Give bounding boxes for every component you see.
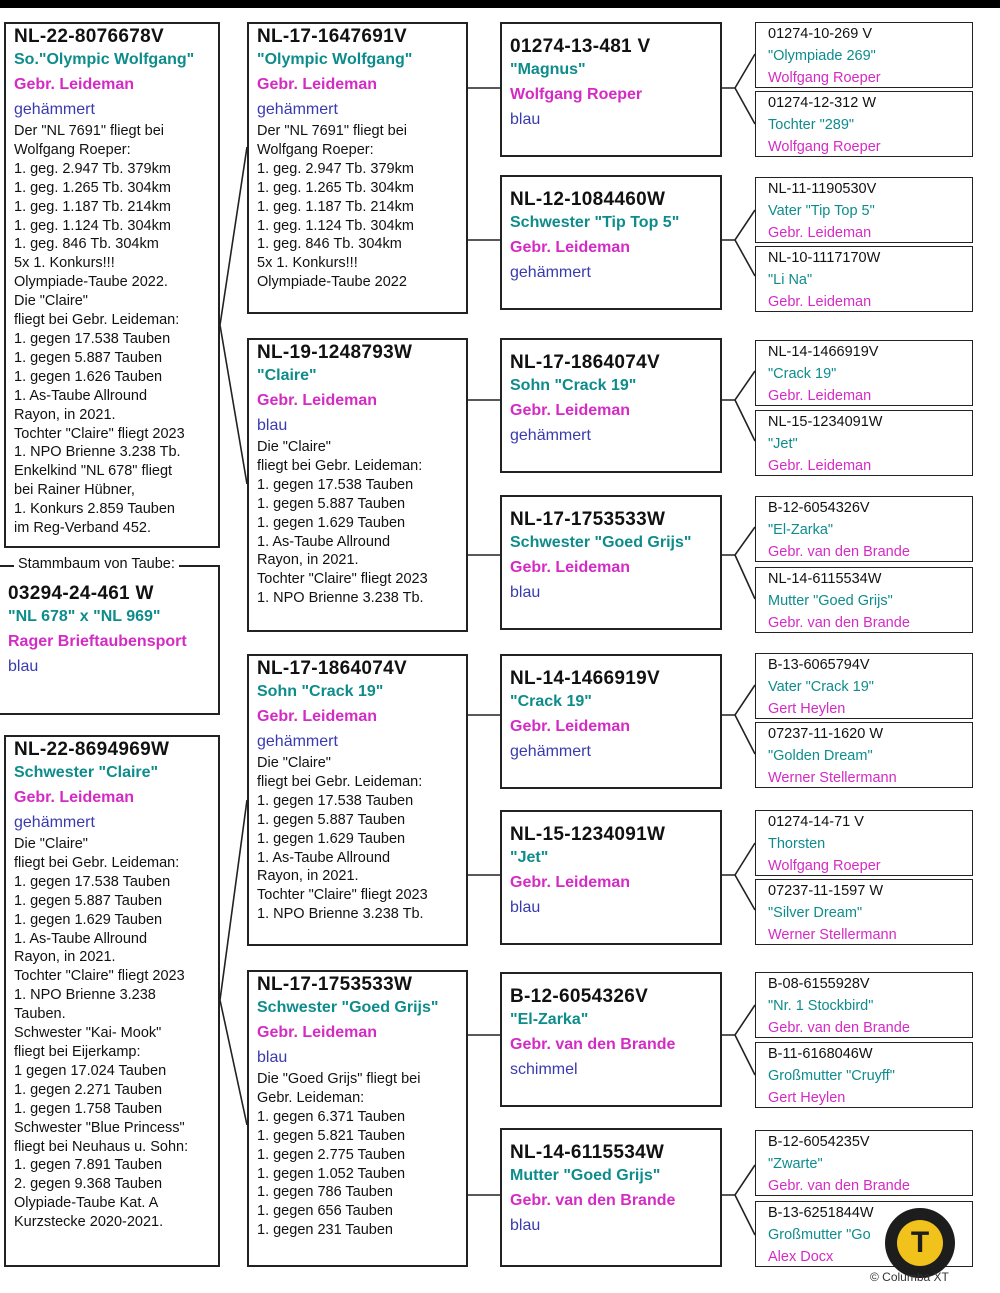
gen3-card[interactable] <box>500 338 722 473</box>
gen4-name: "Olympiade 269" <box>768 48 876 64</box>
gen4-breeder: Werner Stellermann <box>768 927 897 943</box>
gen4-id: NL-14-6115534W <box>768 571 882 587</box>
gen2-card[interactable] <box>247 654 468 946</box>
gen4-name: "Jet" <box>768 436 798 452</box>
gen4-breeder: Alex Docx <box>768 1249 834 1265</box>
gen2-color: gehämmert <box>257 733 338 750</box>
gen4-breeder: Wolfgang Roeper <box>768 139 881 155</box>
gen3-id: 01274-13-481 V <box>510 36 651 57</box>
gen4-breeder: Gebr. van den Brande <box>768 615 910 631</box>
gen3-name: Sohn "Crack 19" <box>510 377 637 394</box>
gen4-id: 07237-11-1620 W <box>768 726 884 742</box>
gen2-text: Die "Goed Grijs" fliegt bei Gebr. Leideman: 1. gegen 6.371 Tauben 1. gegen 5.821 Tauben 1. gegen 2.775 Tauben 1. gegen 1.052 Tauben 1. gegen 786 Tauben 1. gegen 656 Tauben 1. gegen 231 Tauben <box>257 1071 421 1239</box>
gen4-name: Mutter "Goed Grijs" <box>768 593 893 609</box>
gen2-text: Der "NL 7691" fliegt bei Wolfgang Roeper: 1. geg. 2.947 Tb. 379km 1. geg. 1.265 Tb. 304km 1. geg. 1.187 Tb. 214km 1. geg. 1.124 Tb. 304km 1. geg. 846 Tb. 304km 5x 1. Konkurs!!! Olympiade-Taube 2022 <box>257 123 414 291</box>
gen4-name: Tochter "289" <box>768 117 855 133</box>
gen3-name: Schwester "Tip Top 5" <box>510 214 680 231</box>
gen3-color: gehämmert <box>510 264 591 281</box>
stammbaum-color: blau <box>8 658 39 675</box>
gen3-card[interactable] <box>500 654 722 789</box>
gen2-card[interactable] <box>247 22 468 314</box>
subject-name: So."Olympic Wolfgang" <box>14 51 195 68</box>
gen3-name: "Magnus" <box>510 61 586 78</box>
gen4-id: B-13-6251844W <box>768 1205 874 1221</box>
stammbaum-card[interactable] <box>0 565 220 715</box>
gen2-name: "Olympic Wolfgang" <box>257 51 413 68</box>
gen3-id: NL-17-1753533W <box>510 509 666 530</box>
gen4-card[interactable] <box>755 1042 973 1108</box>
gen3-color: schimmel <box>510 1061 578 1078</box>
gen4-id: 07237-11-1597 W <box>768 883 884 899</box>
gen4-card[interactable] <box>755 567 973 633</box>
gen3-name: "Crack 19" <box>510 693 592 710</box>
gen2-id: NL-17-1647691V <box>257 26 407 47</box>
gen3-card[interactable] <box>500 810 722 945</box>
gen4-card[interactable] <box>755 22 973 88</box>
stammbaum-name: "NL 678" x "NL 969" <box>8 608 161 625</box>
gen3-name: "Jet" <box>510 849 549 866</box>
gen3-breeder: Gebr. Leideman <box>510 718 631 735</box>
gen3-card[interactable] <box>500 495 722 630</box>
gen4-id: 01274-10-269 V <box>768 26 872 42</box>
gen3-breeder: Gebr. Leideman <box>510 239 631 256</box>
gen3-id: NL-15-1234091W <box>510 824 666 845</box>
gen4-id: B-08-6155928V <box>768 976 870 992</box>
gen2-color: gehämmert <box>257 101 338 118</box>
gen4-name: "Zwarte" <box>768 1156 823 1172</box>
gen4-id: NL-10-1117170W <box>768 250 881 266</box>
gen2-card[interactable] <box>247 970 468 1267</box>
gen4-card[interactable] <box>755 810 973 876</box>
gen4-name: "Silver Dream" <box>768 905 863 921</box>
gen3-breeder: Gebr. van den Brande <box>510 1192 676 1209</box>
gen4-name: "Crack 19" <box>768 366 837 382</box>
gen3-name: Schwester "Goed Grijs" <box>510 534 692 551</box>
gen4-id: 01274-14-71 V <box>768 814 864 830</box>
subject-color: gehämmert <box>14 101 95 118</box>
gen2-text: Die "Claire" fliegt bei Gebr. Leideman: 1. gegen 17.538 Tauben 1. gegen 5.887 Tauben 1. gegen 1.629 Tauben 1. As-Taube Allround Rayon, in 2021. Tochter "Claire" fliegt 2023 1. NPO Brienne 3.238 Tb. <box>257 439 428 607</box>
gen2-name: "Claire" <box>257 367 317 384</box>
gen2-breeder: Gebr. Leideman <box>257 708 378 725</box>
stammbaum-label: Stammbaum von Taube: <box>14 556 179 572</box>
gen2-id: NL-17-1753533W <box>257 974 413 995</box>
gen3-breeder: Gebr. Leideman <box>510 402 631 419</box>
gen4-id: NL-15-1234091W <box>768 414 883 430</box>
gen2-breeder: Gebr. Leideman <box>257 76 378 93</box>
gen4-card[interactable] <box>755 340 973 406</box>
gen3-breeder: Gebr. Leideman <box>510 559 631 576</box>
subject-card[interactable] <box>4 22 220 548</box>
gen3-id: NL-14-1466919V <box>510 668 660 689</box>
gen4-breeder: Gebr. Leideman <box>768 388 872 404</box>
gen4-breeder: Wolfgang Roeper <box>768 858 881 874</box>
gen3-color: blau <box>510 1217 541 1234</box>
gen2-name: Schwester "Goed Grijs" <box>257 999 439 1016</box>
gen4-breeder: Gebr. van den Brande <box>768 1020 910 1036</box>
gen4-id: B-13-6065794V <box>768 657 870 673</box>
gen4-breeder: Wolfgang Roeper <box>768 70 881 86</box>
gen3-id: B-12-6054326V <box>510 986 649 1007</box>
gen4-card[interactable] <box>755 653 973 719</box>
gen4-name: Vater "Tip Top 5" <box>768 203 875 219</box>
gen3-breeder: Wolfgang Roeper <box>510 86 643 103</box>
stammbaum-id: 03294-24-461 W <box>8 583 154 604</box>
gen4-id: NL-11-1190530V <box>768 181 877 197</box>
copyright-text: © Columba XT <box>870 1270 949 1284</box>
gen4-id: B-11-6168046W <box>768 1046 873 1062</box>
gen3-name: Mutter "Goed Grijs" <box>510 1167 661 1184</box>
gen3-id: NL-12-1084460W <box>510 189 666 210</box>
mother-color: gehämmert <box>14 814 95 831</box>
mother-card[interactable] <box>4 735 220 1267</box>
gen4-card[interactable] <box>755 496 973 562</box>
gen2-color: blau <box>257 417 288 434</box>
gen4-name: "El-Zarka" <box>768 522 834 538</box>
gen4-id: B-12-6054326V <box>768 500 870 516</box>
gen4-card[interactable] <box>755 722 973 788</box>
gen3-breeder: Gebr. Leideman <box>510 874 631 891</box>
gen2-breeder: Gebr. Leideman <box>257 1024 378 1041</box>
gen2-breeder: Gebr. Leideman <box>257 392 378 409</box>
gen3-name: "El-Zarka" <box>510 1011 589 1028</box>
stammbaum-breeder: Rager Brieftaubensport <box>8 633 187 650</box>
mother-name: Schwester "Claire" <box>14 764 159 781</box>
gen4-card[interactable] <box>755 972 973 1038</box>
gen4-breeder: Gebr. Leideman <box>768 225 872 241</box>
gen3-card[interactable] <box>500 1128 722 1267</box>
gen3-breeder: Gebr. van den Brande <box>510 1036 676 1053</box>
gen2-id: NL-19-1248793W <box>257 342 413 363</box>
gen4-breeder: Gert Heylen <box>768 701 846 717</box>
gen4-name: "Nr. 1 Stockbird" <box>768 998 874 1014</box>
gen4-name: Vater "Crack 19" <box>768 679 874 695</box>
gen3-card[interactable] <box>500 972 722 1107</box>
gen3-id: NL-14-6115534W <box>510 1142 665 1163</box>
gen4-breeder: Gebr. Leideman <box>768 294 872 310</box>
gen4-name: "Li Na" <box>768 272 813 288</box>
gen4-name: Großmutter "Go <box>768 1227 871 1243</box>
gen4-card[interactable] <box>755 246 973 312</box>
gen4-id: 01274-12-312 W <box>768 95 877 111</box>
gen4-breeder: Werner Stellermann <box>768 770 897 786</box>
gen2-name: Sohn "Crack 19" <box>257 683 384 700</box>
gen3-color: gehämmert <box>510 743 591 760</box>
gen4-breeder: Gebr. van den Brande <box>768 1178 910 1194</box>
gen3-color: gehämmert <box>510 427 591 444</box>
gen4-breeder: Gert Heylen <box>768 1090 846 1106</box>
gen4-card[interactable] <box>755 879 973 945</box>
gen4-id: NL-14-1466919V <box>768 344 879 360</box>
gen4-name: "Golden Dream" <box>768 748 873 764</box>
gen3-color: blau <box>510 899 541 916</box>
gen3-card[interactable] <box>500 175 722 310</box>
mother-breeder: Gebr. Leideman <box>14 789 135 806</box>
gen4-breeder: Gebr. van den Brande <box>768 544 910 560</box>
subject-breeder: Gebr. Leideman <box>14 76 135 93</box>
gen3-color: blau <box>510 584 541 601</box>
mother-id: NL-22-8694969W <box>14 739 170 760</box>
gen4-card[interactable] <box>755 177 973 243</box>
gen2-text: Die "Claire" fliegt bei Gebr. Leideman: 1. gegen 17.538 Tauben 1. gegen 5.887 Tauben 1. gegen 1.629 Tauben 1. As-Taube Allround Rayon, in 2021. Tochter "Claire" fliegt 2023 1. NPO Brienne 3.238 Tb. <box>257 755 428 923</box>
gen4-id: B-12-6054235V <box>768 1134 870 1150</box>
gen2-id: NL-17-1864074V <box>257 658 407 679</box>
gen4-breeder: Gebr. Leideman <box>768 458 872 474</box>
gen3-color: blau <box>510 111 541 128</box>
badge-letter: T <box>897 1220 943 1266</box>
gen4-card[interactable] <box>755 91 973 157</box>
translate-badge-icon[interactable] <box>885 1208 955 1278</box>
subject-id: NL-22-8076678V <box>14 26 164 47</box>
gen4-card[interactable] <box>755 1130 973 1196</box>
gen2-card[interactable] <box>247 338 468 632</box>
gen2-color: blau <box>257 1049 288 1066</box>
gen4-name: Thorsten <box>768 836 826 852</box>
gen3-id: NL-17-1864074V <box>510 352 660 373</box>
mother-performance-text: Die "Claire" fliegt bei Gebr. Leideman: 1. gegen 17.538 Tauben 1. gegen 5.887 Tauben 1. gegen 1.629 Tauben 1. As-Taube Allround Rayon, in 2021. Tochter "Claire" fliegt 2023 1. NPO Brienne 3.238 Tauben. Schwester "Kai- Mook" fliegt bei Eijerkamp: 1 gegen 17.024 Tauben 1. gegen 2.271 Tauben 1. gegen 1.758 Tauben Schwester "Blue Princess" fliegt bei Neuhaus u. Sohn: 1. gegen 7.891 Tauben 2. gegen 9.368 Tauben Olypiade-Taube Kat. A Kurzstecke 2020-2021. <box>14 836 189 1231</box>
subject-performance-text: Der "NL 7691" fliegt bei Wolfgang Roeper: 1. geg. 2.947 Tb. 379km 1. geg. 1.265 Tb. 304km 1. geg. 1.187 Tb. 214km 1. geg. 1.124 Tb. 304km 1. geg. 846 Tb. 304km 5x 1. Konkurs!!! Olympiade-Taube 2022. Die "Claire" fliegt bei Gebr. Leideman: 1. gegen 17.538 Tauben 1. gegen 5.887 Tauben 1. gegen 1.626 Tauben 1. As-Taube Allround Rayon, in 2021. Tochter "Claire" fliegt 2023 1. NPO Brienne 3.238 Tb. Enkelkind "NL 678" fliegt bei Rainer Hübner, 1. Konkurs 2.859 Tauben im Reg-Verband 452. <box>14 123 185 537</box>
gen3-card[interactable] <box>500 22 722 157</box>
gen4-name: Großmutter "Cruyff" <box>768 1068 895 1084</box>
gen4-card[interactable] <box>755 410 973 476</box>
